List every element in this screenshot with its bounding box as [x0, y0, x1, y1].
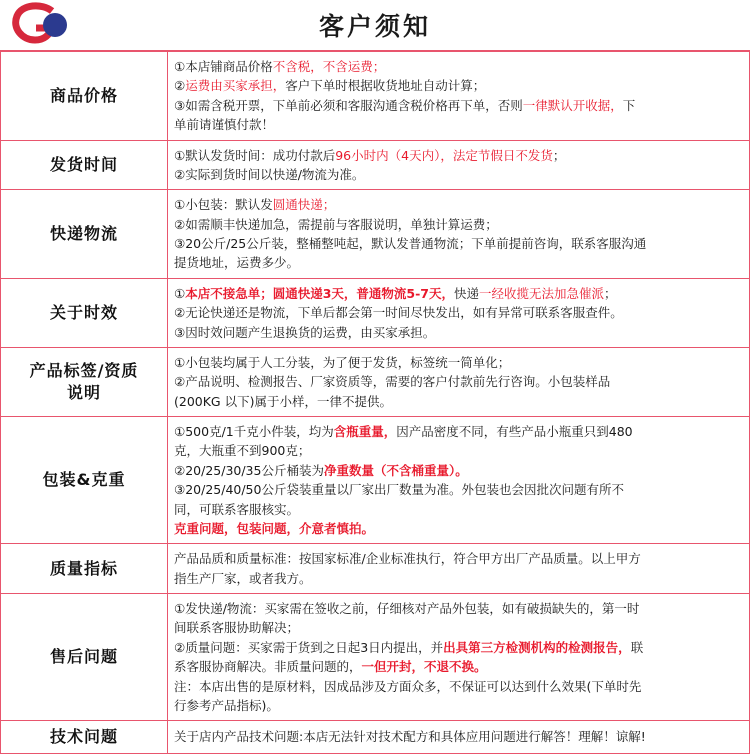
row-label: 关于时效	[1, 278, 168, 347]
content-line	[174, 696, 743, 715]
row-content	[168, 347, 750, 416]
table-row	[1, 52, 750, 141]
content-text: 联	[630, 639, 644, 655]
row-label: 技术问题	[1, 721, 168, 754]
content-text: ①500克/1千克小件装，均为	[174, 424, 334, 439]
content-line	[174, 657, 743, 676]
content-line	[174, 461, 743, 480]
content-text: 克重问题，包装问题，介意者慎拍。	[174, 520, 375, 536]
content-line	[174, 76, 743, 95]
content-line	[174, 96, 743, 115]
content-text: ①小包装：默认发	[174, 197, 273, 213]
content-text: ②实际到货时间以快递/物流为准。	[174, 166, 365, 182]
row-label: 产品标签/资质 说明	[1, 347, 168, 416]
content-text: 克，大瓶重不到900克；	[174, 443, 311, 459]
content-line	[174, 146, 743, 165]
row-label: 商品价格	[1, 52, 168, 141]
content-line	[174, 234, 743, 253]
row-label: 售后问题	[1, 594, 168, 721]
content-line	[174, 618, 743, 637]
table-row	[1, 140, 750, 190]
content-line	[174, 372, 743, 391]
content-line	[174, 599, 743, 618]
content-text: ③20/25/40/50公斤袋装重量以厂家出厂数量为准。外包装也会因批次问题有所不	[174, 482, 624, 498]
content-text: 注：本店出售的是原材料，因成品涉及方面众多，不保证可以达到什么效果(下单时先	[174, 678, 642, 694]
content-text: 客户下单时根据收货地址自动计算；	[285, 78, 486, 94]
content-text: ③20公斤/25公斤装，整桶整吨起，默认发普通物流；下单前提前咨询，联系客服沟通	[174, 236, 647, 251]
content-line	[174, 115, 743, 134]
content-text: ①发快递/物流：买家需在签收之前，仔细核对产品外包装，如有破损缺失的，第一时	[174, 601, 640, 616]
row-content	[168, 278, 750, 347]
table-row	[1, 594, 750, 721]
content-line	[174, 323, 743, 342]
row-label: 快递物流	[1, 190, 168, 279]
content-text: ①小包装均属于人工分装，为了便于发货，标签统一简单化；	[174, 354, 511, 370]
table-row	[1, 190, 750, 279]
content-text: 因产品密度不同，有些产品小瓶重只到480	[396, 424, 633, 439]
row-content	[168, 544, 750, 594]
content-line	[174, 195, 743, 214]
content-text: ②如需顺丰快递加急，需提前与客服说明，单独计算运费；	[174, 216, 498, 232]
row-content	[168, 140, 750, 190]
content-text: 快递	[454, 285, 480, 301]
row-label: 发货时间	[1, 140, 168, 190]
content-line	[174, 253, 743, 272]
content-line	[174, 284, 743, 303]
content-text: 净重数量（不含桶重量）。	[323, 462, 468, 478]
content-text: ③如需含税开票，下单前必须和客服沟通含税价格再下单，否则	[174, 97, 523, 113]
content-text: 关于店内产品技术问题:本店无法针对技术配方和具体应用问题进行解答！理解！谅解!	[174, 729, 646, 745]
notice-table-body	[1, 52, 750, 754]
content-text: 指生产厂家，或者我方。	[174, 570, 312, 586]
content-text: 下	[622, 97, 636, 113]
content-text: 不含税，不含运费；	[272, 59, 386, 74]
content-text: 本店不接急单；圆通快递3天，普通物流5-7天，	[185, 285, 455, 301]
content-text: 96小时内（4天内），法定节假日不发货	[335, 147, 553, 163]
content-line	[174, 638, 743, 657]
content-text: 含瓶重量，	[333, 424, 397, 439]
content-text: (200KG 以下)属于小样，一律不提供。	[174, 393, 392, 409]
content-text: ②质量问题：买家需于货到之日起3日内提出，并	[174, 639, 444, 655]
content-line	[174, 57, 743, 76]
brand-logo-icon	[8, 2, 72, 48]
content-line	[174, 165, 743, 184]
content-text: ②20/25/30/35公斤桶装为	[174, 462, 324, 478]
table-row	[1, 544, 750, 594]
content-line	[174, 215, 743, 234]
content-text: ③因时效问题产生退换货的运费，由买家承担。	[174, 324, 436, 340]
page-title: 客户须知	[318, 12, 431, 41]
notice-table	[0, 51, 750, 754]
content-line	[174, 353, 743, 372]
table-row	[1, 347, 750, 416]
content-text: 一但开封，不退不换。	[361, 659, 487, 675]
content-line	[174, 480, 743, 499]
row-content	[168, 417, 750, 544]
content-text: 运费由买家承担，	[185, 78, 286, 94]
content-line	[174, 549, 743, 568]
row-content	[168, 52, 750, 141]
content-text: ②产品说明、检测报告、厂家资质等，需要的客户付款前先行咨询。小包装样品	[174, 374, 611, 390]
content-text: 一律默认开收据，	[522, 97, 623, 113]
content-line	[174, 441, 743, 460]
content-text: 同，可联系客服核实。	[174, 501, 300, 517]
content-line	[174, 677, 743, 696]
row-content	[168, 190, 750, 279]
row-content	[168, 721, 750, 754]
content-text: 出具第三方检测机构的检测报告，	[443, 639, 631, 655]
content-text: 提货地址，运费多少。	[174, 255, 300, 271]
content-text: ；	[604, 285, 617, 301]
content-text: 圆通快递；	[272, 197, 336, 213]
row-label: 包装&克重	[1, 417, 168, 544]
page-header	[0, 0, 750, 51]
table-row	[1, 721, 750, 754]
content-text: ②无论快递还是物流，下单后都会第一时间尽快发出，如有异常可联系客服查件。	[174, 305, 623, 321]
table-row	[1, 278, 750, 347]
content-line	[174, 569, 743, 588]
content-text: 产品品质和质量标准：按国家标准/企业标准执行，符合甲方出厂产品质量。以上甲方	[174, 551, 641, 567]
content-text: 行参考产品指标)。	[174, 697, 279, 713]
content-line	[174, 392, 743, 411]
content-line	[174, 303, 743, 322]
content-text: ①本店铺商品价格	[174, 59, 273, 74]
content-text: ；	[552, 147, 566, 163]
table-row	[1, 417, 750, 544]
content-text: ①	[174, 285, 186, 301]
content-line	[174, 422, 743, 441]
content-text: 系客服协商解决。非质量问题的，	[174, 659, 362, 675]
content-line	[174, 500, 743, 519]
content-text: ①默认发货时间：成功付款后	[174, 147, 336, 163]
content-text: ②	[174, 78, 186, 94]
content-text: 一经收揽无法加急催派	[479, 285, 605, 301]
content-line	[174, 519, 743, 538]
content-text: 单前请谨慎付款！	[174, 117, 275, 133]
row-content	[168, 594, 750, 721]
row-label: 质量指标	[1, 544, 168, 594]
content-text: 间联系客服协助解决；	[174, 620, 300, 636]
content-line	[174, 727, 743, 746]
